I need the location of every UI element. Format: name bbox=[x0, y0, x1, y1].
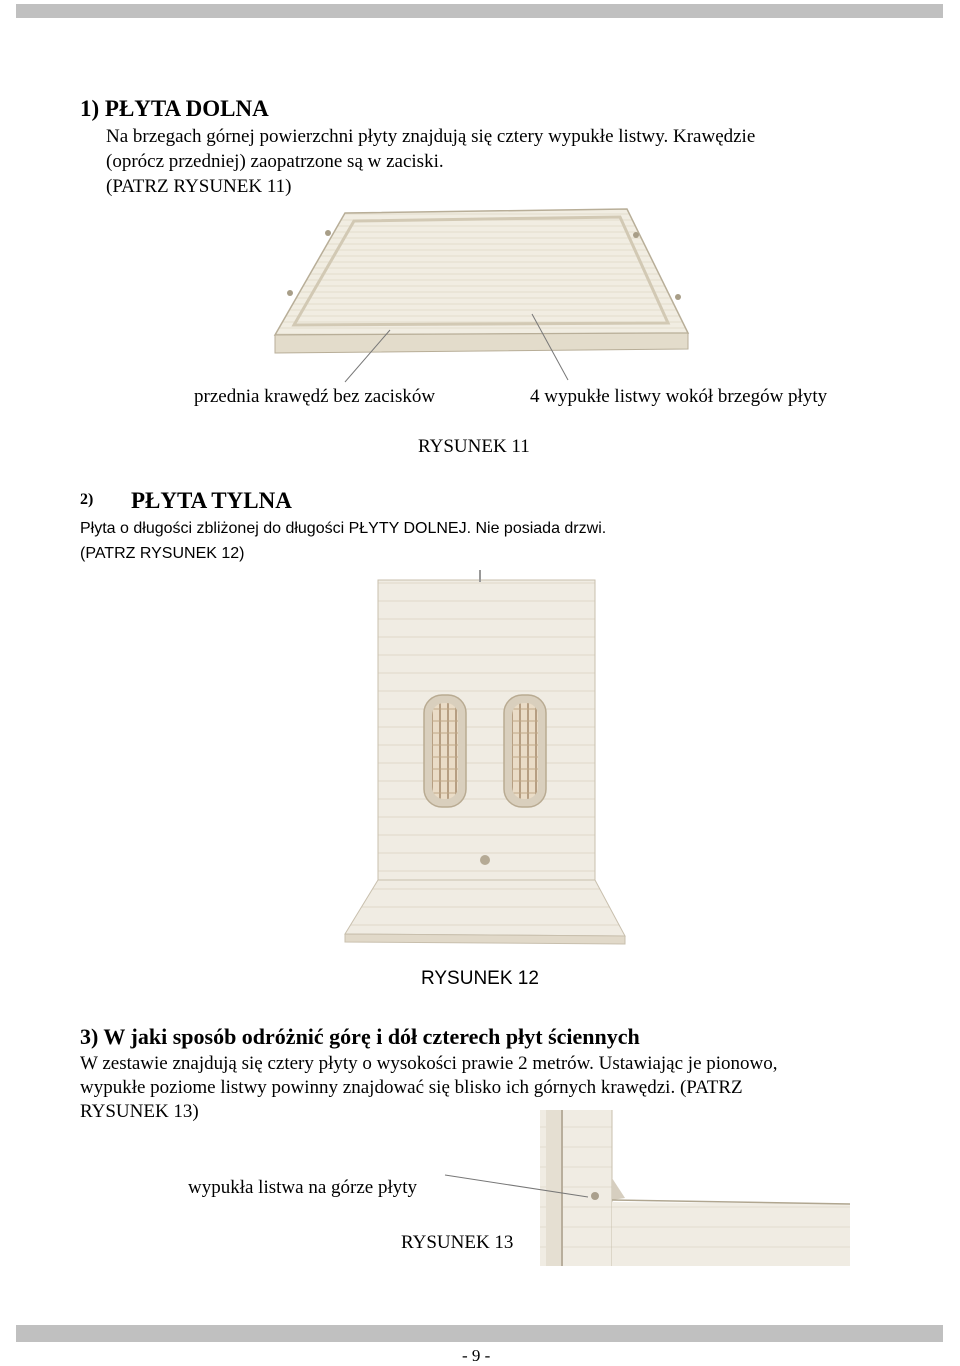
figure-11-label-ribs: 4 wypukłe listwy wokół brzegów płyty bbox=[530, 386, 828, 407]
section-3-text-line-3: RYSUNEK 13) bbox=[80, 1101, 199, 1122]
figure-12-caption: RYSUNEK 12 bbox=[421, 968, 539, 989]
section-1-heading: 1) PŁYTA DOLNA bbox=[80, 96, 269, 121]
section-1-text-line-2: (oprócz przedniej) zaopatrzone są w zaciski. bbox=[106, 151, 444, 172]
section-3-text-line-2: wypukłe poziome listwy powinny znajdować się blisko ich górnych krawędzi. (PATRZ bbox=[80, 1077, 743, 1098]
section-2-text-line-1: Płyta o długości zbliżonej do długości PŁYTY DOLNEJ. Nie posiada drzwi. bbox=[80, 520, 607, 537]
section-3-heading: 3) W jaki sposób odróżnić górę i dół czterech płyt ściennych bbox=[80, 1024, 640, 1049]
section-1-text-line-1: Na brzegach górnej powierzchni płyty znajdują się cztery wypukłe listwy. Krawędzie bbox=[106, 126, 756, 147]
figure-13-callout-line bbox=[440, 1165, 600, 1205]
section-2-text-line-2: (PATRZ RYSUNEK 12) bbox=[80, 545, 245, 562]
header-bar bbox=[16, 4, 943, 18]
footer-bar bbox=[16, 1325, 943, 1342]
figure-11-callout-lines bbox=[300, 300, 600, 390]
section-3-text-line-1: W zestawie znajdują się cztery płyty o wysokości prawie 2 metrów. Ustawiając je pionowo, bbox=[80, 1053, 778, 1074]
section-2-title: PŁYTA TYLNA bbox=[131, 488, 292, 513]
figure-13-label-rib: wypukła listwa na górze płyty bbox=[188, 1177, 418, 1198]
figure-13-caption: RYSUNEK 13 bbox=[401, 1232, 514, 1253]
section-1-text-line-3: (PATRZ RYSUNEK 11) bbox=[106, 176, 292, 197]
page-number: - 9 - bbox=[462, 1346, 491, 1365]
figure-11-caption: RYSUNEK 11 bbox=[418, 436, 530, 457]
figure-11-label-front-edge: przednia krawędź bez zacisków bbox=[194, 386, 436, 407]
section-2-number: 2) bbox=[80, 491, 94, 508]
figure-12-back-panel bbox=[340, 566, 630, 956]
